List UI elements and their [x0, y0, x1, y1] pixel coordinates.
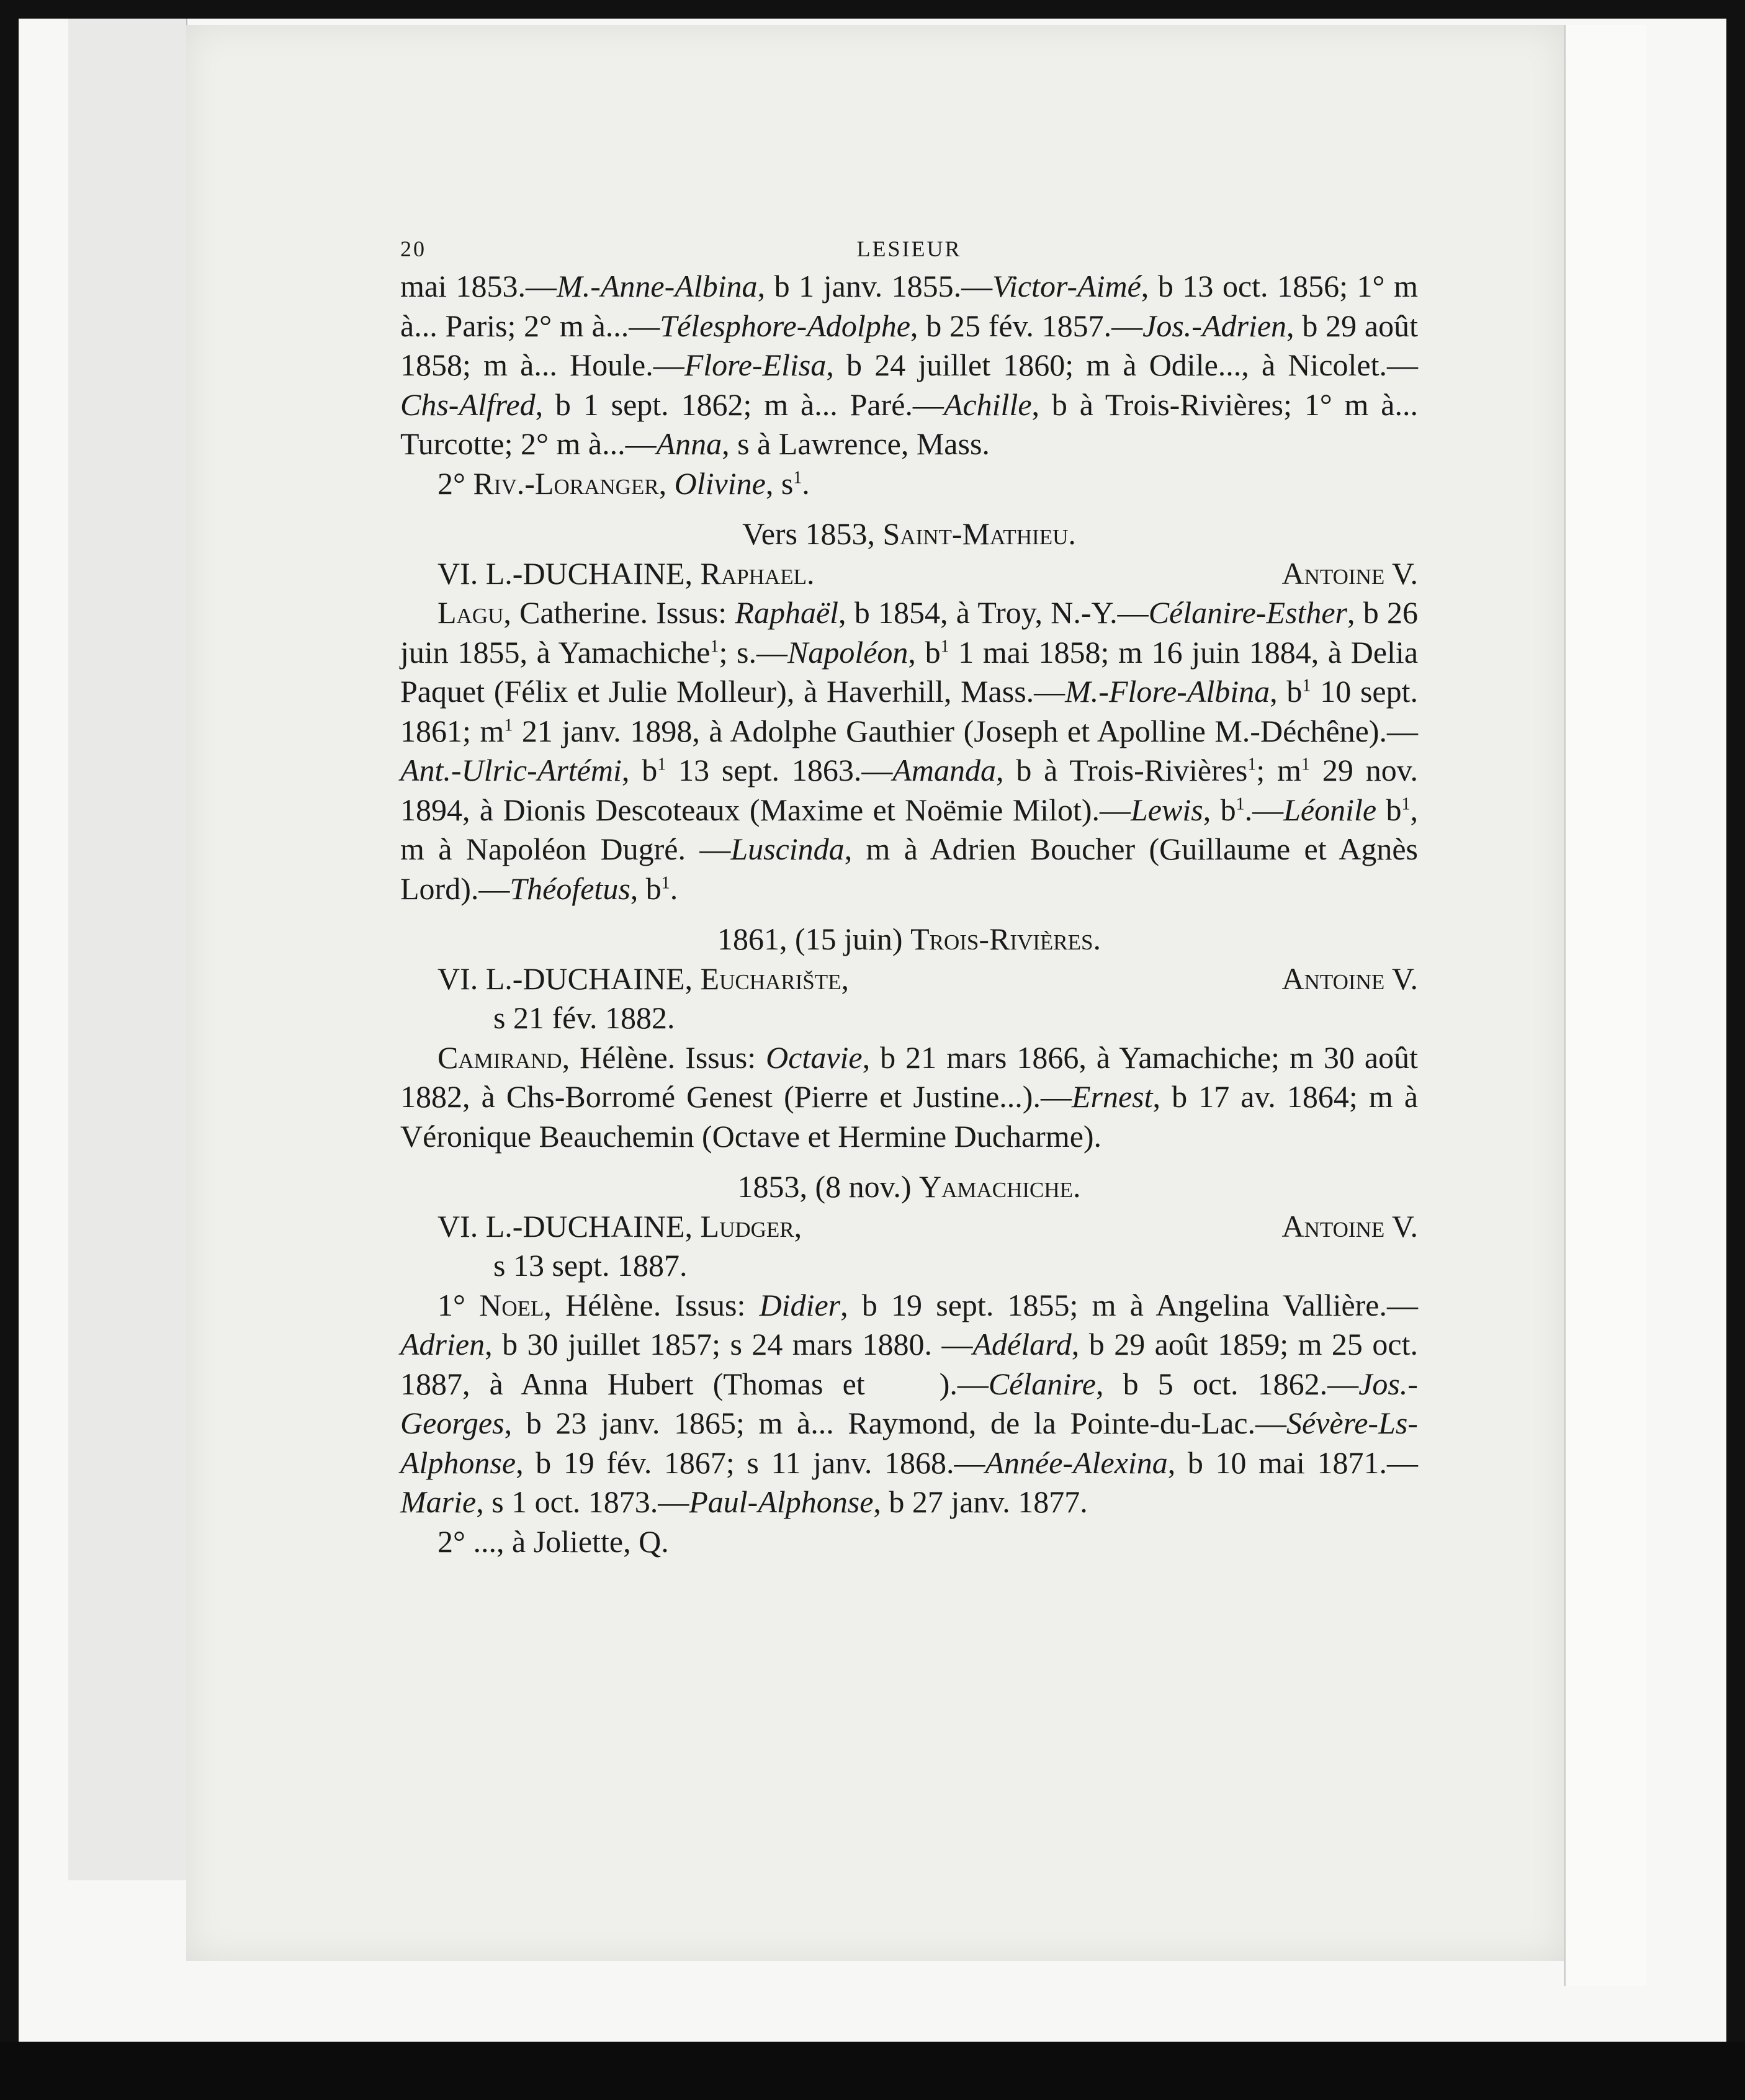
entry-body-euchariste: Camirand, Hélène. Issus: Octavie, b 21 mars 1866, à Yamachiche; m 30 août 1882, à Chs-Borromé Genest (Pierre et Justine...).—Ernest, b 17 av. 1864; m à Véronique Beauchemin (Octave et Hermine Ducharme). [400, 1039, 1419, 1154]
entry-title-euchariste: VI. L.-DUCHAINE, Eucharište, Antoine V. [400, 959, 1418, 999]
entry-title-raphael: VI. L.-DUCHAINE, Raphael. Antoine V. [400, 554, 1418, 594]
parent-ref: Antoine V. [1281, 1208, 1418, 1244]
page-edge [149, 19, 187, 1880]
page-edge [118, 19, 150, 1880]
facing-page-strip [1564, 25, 1646, 1986]
last-line: 2° ..., à Joliette, Q. [437, 1523, 669, 1559]
entry-title-ludger: VI. L.-DUCHAINE, Ludger, Antoine V. [400, 1207, 1418, 1247]
page-header [400, 223, 1418, 267]
second-marriage-line: 2° Riv.-Loranger, Olivine, $s^1$. [437, 465, 810, 501]
page-text [400, 223, 1418, 1561]
entry-body-raphael: Lagu, Catherine. Issus: Raphaël, b 1854, à Troy, N.-Y.—Célanire-Esther, b 26 juin 1855, à Yamachiche$^1$; s.—Napoléon, $b^1$ 1 mai 1858; m 16 juin 1884, à Delia Paquet (Félix et Julie Molleur), à Haverhill, Mass.—M.-Flore-Albina, $b^1$ 10 sept. 1861; $m^1$ 21 janv. 1898, à Adolphe Gauthier (Joseph et Apolline M.-Déchêne).—Ant.-Ulric-Artémi, $b^1$ 13 sept. 1863.—Amanda, b à Trois-Rivières$^1$; $m^1$ 29 nov. 1894, à Dionis Descoteaux (Maxime et Noëmie Milot).—Lewis, $b^1.—Léonile$ $b^1$, m à Napoléon Dugré. —Luscinda, m à Adrien Boucher (Guillaume et Agnès Lord).—Théofetus, $b^1$. [400, 595, 1419, 906]
page-number: 20 [400, 236, 426, 261]
running-title: LESIEUR [856, 236, 962, 261]
death-date: s 13 sept. 1887. [493, 1248, 688, 1283]
death-date: s 21 fév. 1882. [493, 1000, 675, 1035]
page-edge [93, 19, 119, 1880]
entry-body-ludger: 1° Noel, Hélène. Issus: Didier, b 19 sept. 1855; m à Angelina Vallière.—Adrien, b 30 juillet 1857; s 24 mars 1880. —Adélard, b 29 août 1859; m 25 oct. 1887, à Anna Hubert (Thomas et ).—Célanire, b 5 oct. 1862.—Jos.-Georges, b 23 janv. 1865; m à... Raymond, de la Pointe-du-Lac.—Sévère-Ls-Alphonse, b 19 fév. 1867; s 11 janv. 1868.—Année-Alexina, b 10 mai 1871.—Marie, s 1 oct. 1873.—Paul-Alphonse, b 27 janv. 1877. [400, 1287, 1419, 1519]
parent-ref: Antoine V. [1281, 961, 1418, 996]
page-edge [68, 19, 94, 1880]
intro-paragraph: mai 1853.—M.-Anne-Albina, b 1 janv. 1855.—Victor-Aimé, b 13 oct. 1856; 1° m à... Paris; 2° m à...—Télesphore-Adolphe, b 25 fév. 1857.—Jos.-Adrien, b 29 août 1858; m à... Houle.—Flore-Elisa, b 24 juillet 1860; m à Odile..., à Nicolet.—Chs-Alfred, b 1 sept. 1862; m à... Paré.—Achille, b à Trois-Rivières; 1° m à... Turcotte; 2° m à...—Anna, s à Lawrence, Mass. [400, 269, 1419, 461]
section-heading-saint-mathieu: Vers 1853, Saint-Mathieu. [742, 516, 1076, 551]
section-heading-trois-rivieres: 1861, (15 juin) Trois-Rivières. [717, 922, 1101, 956]
parent-ref: Antoine V. [1281, 555, 1418, 591]
section-heading-yamachiche: 1853, (8 nov.) Yamachiche. [737, 1169, 1081, 1204]
scan-bottom-margin [0, 2042, 1745, 2100]
